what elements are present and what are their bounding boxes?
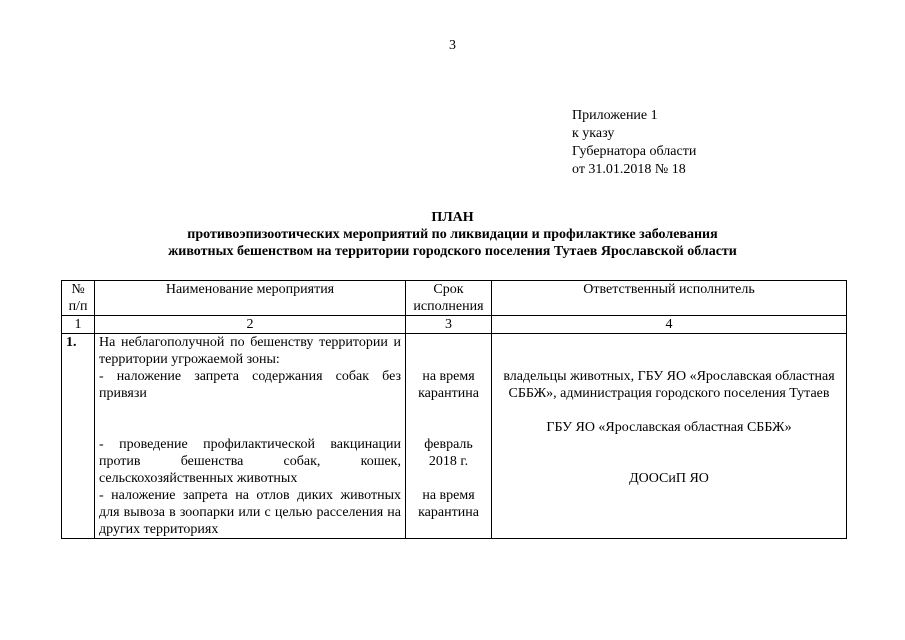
header-executor: Ответственный исполнитель [492,281,847,316]
appendix-date-line: от 31.01.2018 № 18 [572,162,686,177]
measure-item: - проведение профилактической вакцинации против бешенства собак, кошек, сельскохозяйственных животных [99,437,401,486]
table-header-row [62,281,847,316]
index-cell: 3 [406,316,492,334]
title-heading: ПЛАН [431,210,474,225]
deadline-cell [406,334,492,539]
appendix-block [572,107,696,179]
table-row [62,334,847,539]
title-line: противоэпизоотических мероприятий по ликвидации и профилактике заболевания [187,227,718,242]
measure-cell [95,334,406,539]
table-index-row [62,316,847,334]
index-cell: 2 [95,316,406,334]
appendix-line: Губернатора области [572,144,697,159]
document-title [0,209,905,260]
appendix-line: к указу [572,126,615,141]
executor-value: ДООСиП ЯО [629,471,709,486]
executor-value: владельцы животных, ГБУ ЯО «Ярославская областная СББЖ», администрация городского поселения Тутаев [503,369,835,401]
page-number: 3 [449,38,456,53]
executor-value: ГБУ ЯО «Ярославская областная СББЖ» [546,420,792,435]
index-cell: 4 [492,316,847,334]
plan-table [61,280,847,539]
row-number: 1. [62,334,95,539]
header-name: Наименование мероприятия [95,281,406,316]
measure-item: - наложение запрета содержания собак без привязи [99,369,401,401]
index-cell: 1 [62,316,95,334]
executor-cell [492,334,847,539]
measure-item: - наложение запрета на отлов диких животных для вывоза в зоопарки или с целью расселения на других территориях [99,488,401,537]
deadline-value: февраль 2018 г. [424,437,473,469]
header-num: № п/п [62,281,95,316]
deadline-value: на время карантина [418,488,479,520]
appendix-line: Приложение 1 [572,108,658,123]
deadline-value: на время карантина [418,369,479,401]
title-line: животных бешенством на территории городского поселения Тутаев Ярославской области [168,244,737,259]
measure-intro: На неблагополучной по бешенству территории и территории угрожаемой зоны: [99,335,401,367]
header-deadline: Срок исполнения [406,281,492,316]
